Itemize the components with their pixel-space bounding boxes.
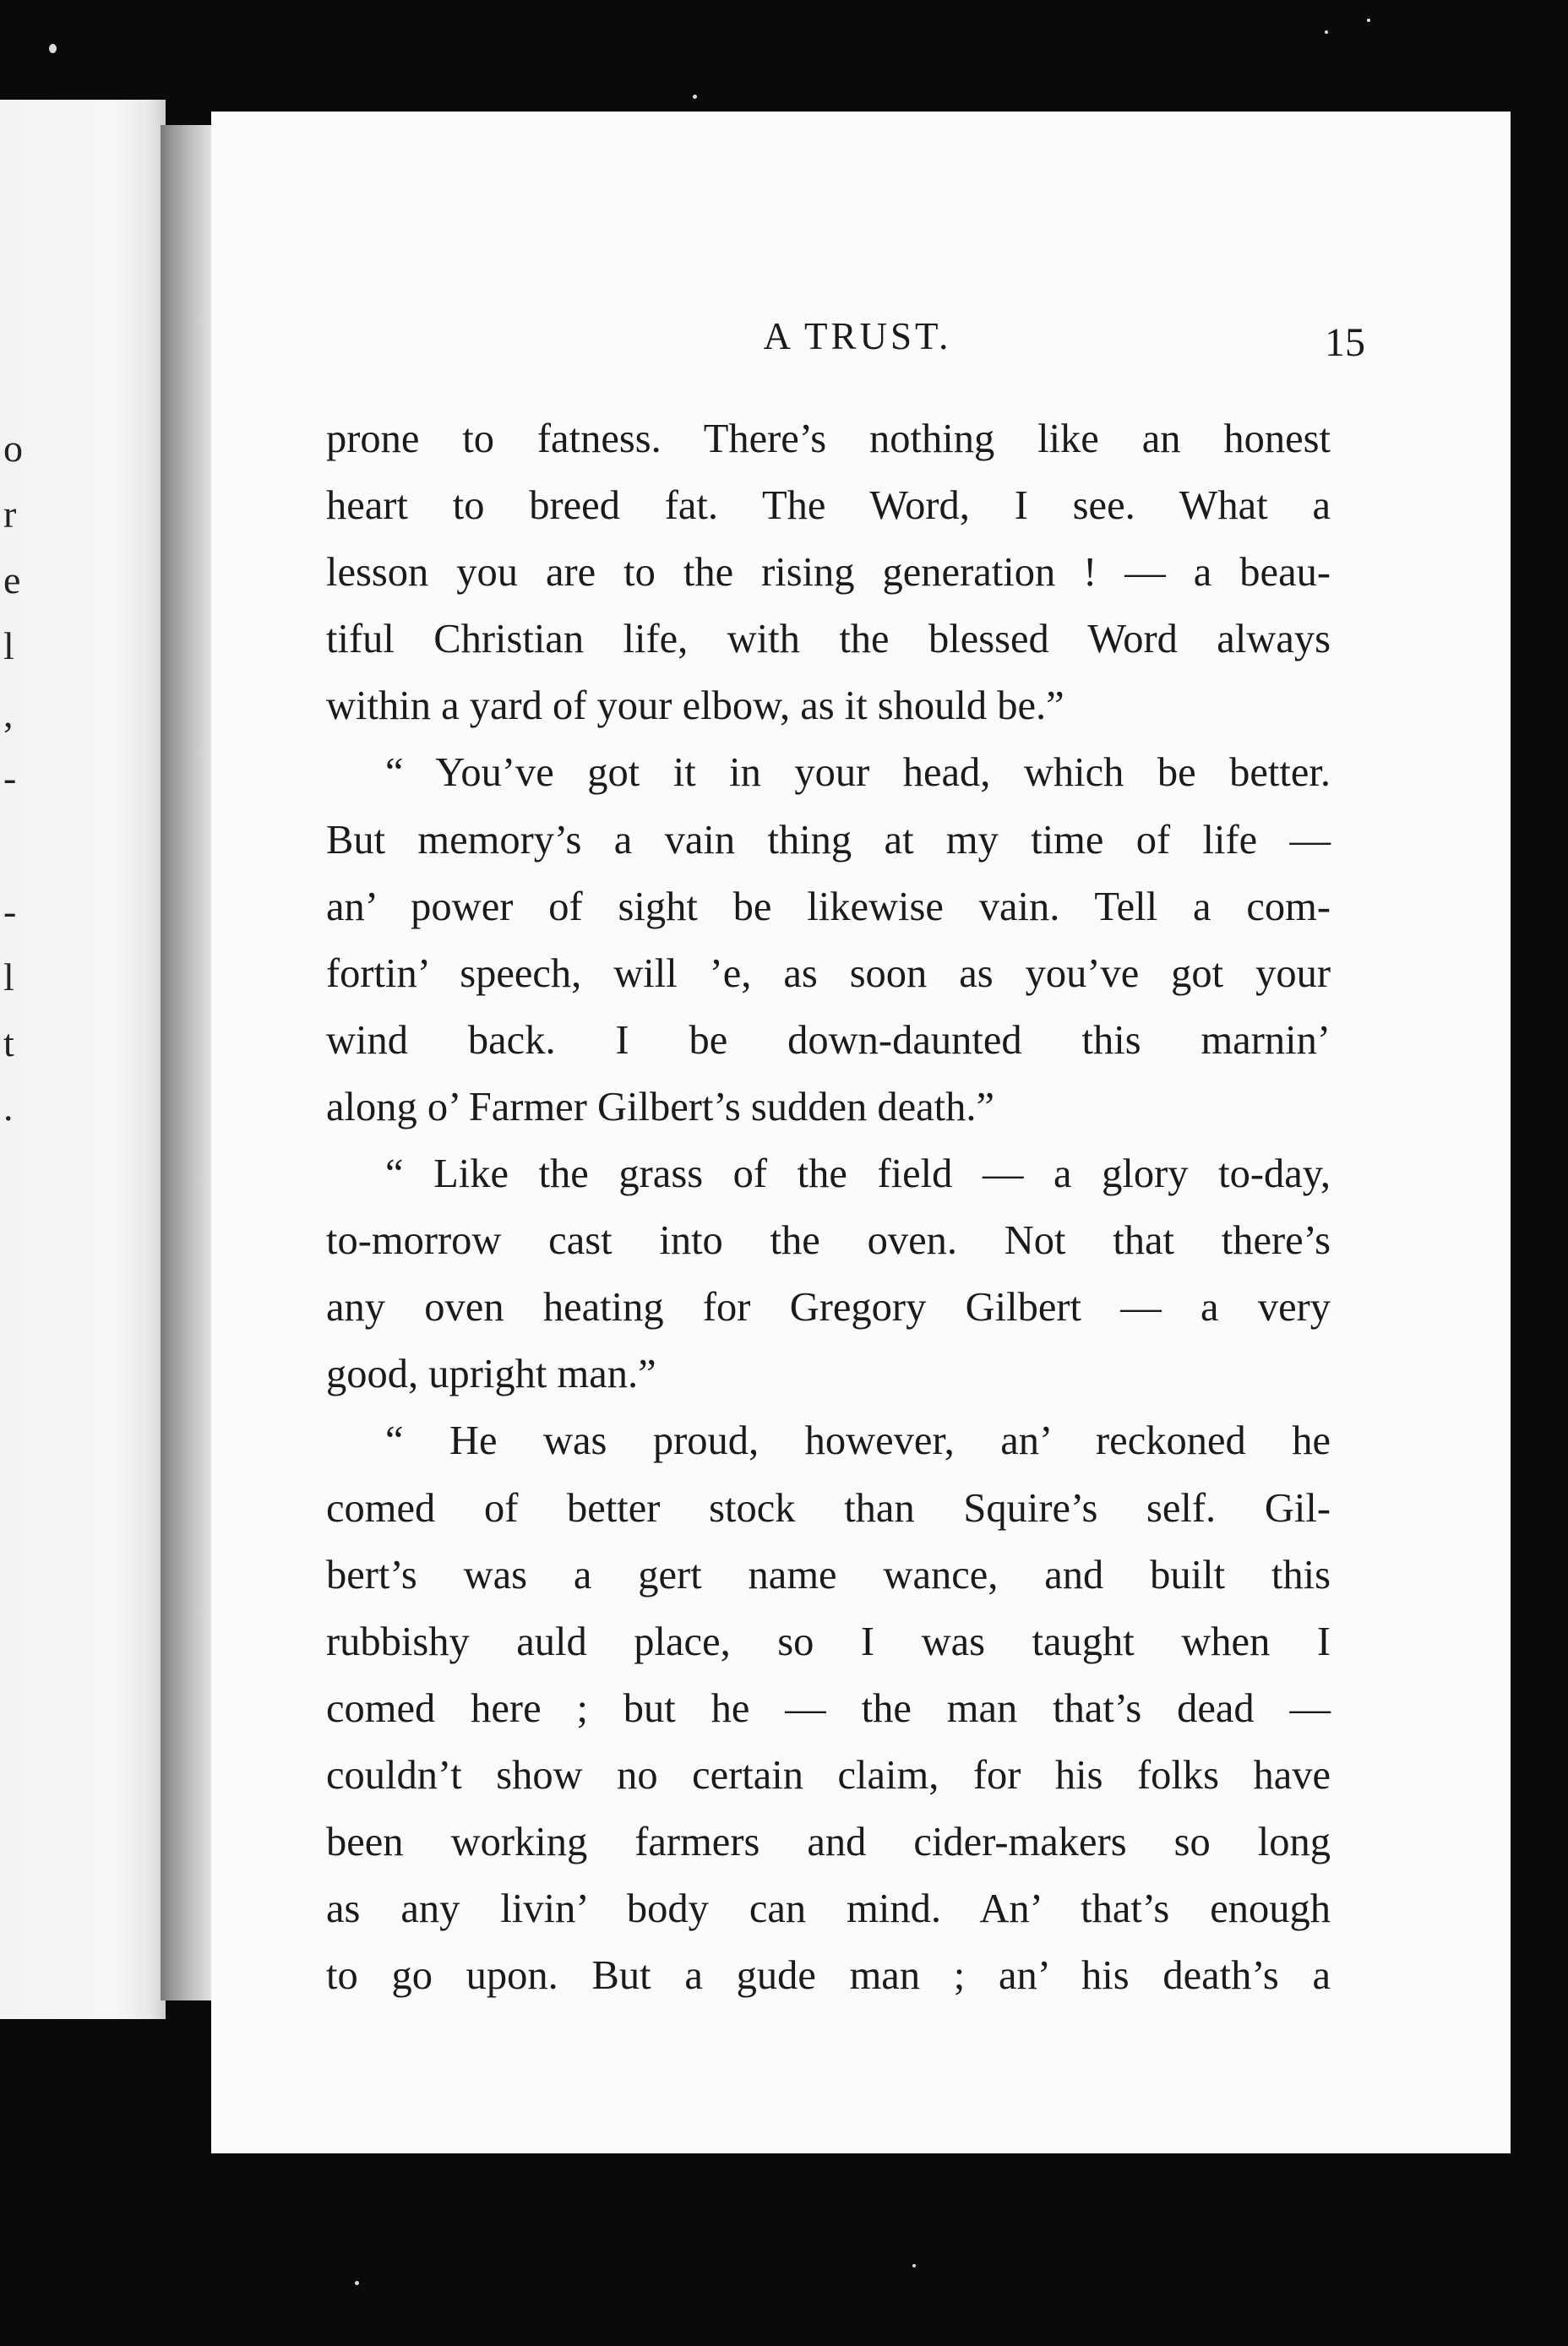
text-line: within a yard of your elbow, as it should be.” — [326, 683, 1064, 729]
left-page-fragment: r — [3, 493, 17, 536]
running-head: A TRUST. — [763, 315, 952, 357]
page-header — [211, 314, 1511, 365]
text-line: heart to breed fat. The Word, I see. What a — [326, 483, 1331, 529]
text-line: as any livin’ body can mind. An’ that’s enough — [326, 1886, 1331, 1932]
left-page-fragment: e — [3, 558, 21, 601]
text-line: along o’ Farmer Gilbert’s sudden death.” — [326, 1084, 995, 1129]
text-line: bert’s was a gert name wance, and built this — [326, 1552, 1331, 1598]
text-line: tiful Christian life, with the blessed Word always — [326, 617, 1331, 662]
text-line: But memory’s a vain thing at my time of life — — [326, 817, 1331, 863]
left-page-fragment: t — [3, 1021, 14, 1064]
text-line: “ You’ve got it in your head, which be better. — [385, 750, 1331, 796]
dust-speck — [693, 95, 697, 99]
text-line: couldn’t show no certain claim, for his folks have — [326, 1752, 1331, 1798]
left-page-fragment: - — [3, 756, 17, 799]
text-line: rubbishy auld place, so I was taught when I — [326, 1619, 1331, 1664]
text-line: wind back. I be down-daunted this marnin’ — [326, 1017, 1331, 1063]
body-text — [326, 406, 1331, 2009]
text-line: comed here ; but he — the man that’s dead — — [326, 1685, 1331, 1731]
page-number: 15 — [1325, 320, 1365, 365]
dust-speck — [1325, 30, 1328, 34]
dust-speck — [355, 2281, 359, 2285]
text-line: been working farmers and cider-makers so long — [326, 1819, 1331, 1864]
text-line: an’ power of sight be likewise vain. Tell a com- — [326, 884, 1331, 929]
text-line: “ Like the grass of the field — a glory to-day, — [385, 1151, 1331, 1197]
text-line: “ He was proud, however, an’ reckoned he — [385, 1418, 1331, 1464]
left-page-fragment: l — [3, 624, 14, 667]
text-line: comed of better stock than Squire’s self. Gil- — [326, 1485, 1331, 1531]
dust-speck — [49, 44, 57, 53]
text-line: to-morrow cast into the oven. Not that there’s — [326, 1218, 1331, 1264]
left-facing-page — [0, 100, 166, 2019]
left-page-fragment: o — [3, 427, 23, 470]
left-page-fragment: l — [3, 955, 14, 999]
text-line: prone to fatness. There’s nothing like an honest — [326, 416, 1331, 461]
dust-speck — [1367, 19, 1370, 22]
text-line: fortin’ speech, will ’e, as soon as you’ve got your — [326, 950, 1331, 996]
right-page — [211, 112, 1511, 2153]
left-page-fragment: - — [3, 890, 17, 933]
text-line: lesson you are to the rising generation ! — a beau- — [326, 550, 1331, 596]
text-line: good, upright man.” — [326, 1352, 656, 1397]
dust-speck — [912, 2264, 916, 2267]
left-page-fragment: . — [3, 1086, 14, 1129]
left-page-fragment: , — [3, 692, 14, 735]
text-line: to go upon. But a gude man ; an’ his death’s a — [326, 1953, 1331, 1999]
text-line: any oven heating for Gregory Gilbert — a very — [326, 1285, 1331, 1331]
